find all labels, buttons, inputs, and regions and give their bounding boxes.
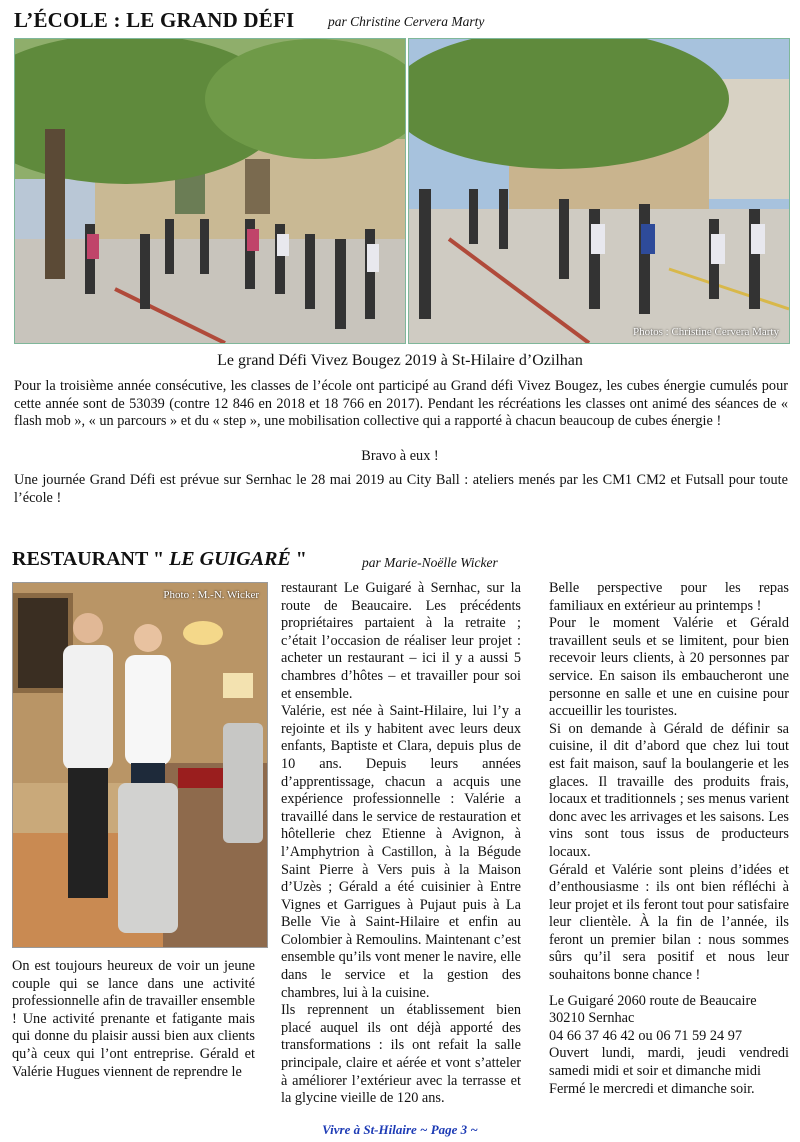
page-footer: Vivre à St-Hilaire ~ Page 3 ~ (322, 1122, 478, 1137)
col1-paragraph: On est toujours heureux de voir un jeune couple qui se lance dans une activité professionnelle afin de travailler ensemble ! Une activité prenante et fatigante mais qui donne du plaisir aussi bien aux clients qu’à ceux qui l’ont entreprise. Gérald et Valérie Hugues viennent de reprendre le (12, 958, 255, 1080)
photo-restaurant-owners (12, 582, 268, 948)
column-2 (281, 580, 521, 1108)
col3-paragraph-4: Gérald et Valérie sont pleins d’idées et d’enthousiasme : ils ont bien réfléchi à leur projet et ils feront tout pour satisfaire leur clientèle. À la fin de l’année, ils feront un premier bilan : nous sommes sûrs qu’il sera positif et nous leur souhaitons bonne chance ! (549, 861, 789, 984)
col2-paragraph-1: restaurant Le Guigaré à Sernhac, sur la route de Beaucaire. Les précédents propriétaires partaient à la retraite ; c’était l’occasion de réaliser leur projet : acheter un restaurant – ici il y a aussi 5 chambres d’hôtes – et travailler pour soi et ensemble. (281, 580, 521, 702)
photo-credit-ecole: Photos : Christine Cervera Marty (632, 326, 779, 338)
photo-playground-left (14, 38, 406, 344)
photo-caption: Le grand Défi Vivez Bougez 2019 à St-Hilaire d’Ozilhan (217, 352, 583, 369)
col3-paragraph-3: Si on demande à Gérald de définir sa cuisine, il dit d’abord que chez lui tout est fait maison, sauf la boulangerie et les glaces. Il travaille des produits frais, locaux et traditionnels ; ses menus varient donc avec les arrivages et les saisons. Les vins sont tous issus de producteurs locaux. (549, 720, 789, 860)
restaurant-address: Le Guigaré 2060 route de Beaucaire (549, 992, 757, 1009)
restaurant-closed: Fermé le mercredi et dimanche soir. (549, 1080, 755, 1097)
col2-paragraph-3: Ils reprennent un établissement bien placé auquel ils ont déjà apporté des transformations : ils ont refait la salle principale, claire et aérée et vont s’atteler à améliorer l’extérieur avec la terrasse et la glycine vieille de 120 ans. (281, 1002, 521, 1107)
bravo-line: Bravo à eux ! (361, 448, 439, 464)
column-3 (549, 580, 789, 1098)
byline-restaurant: par Marie-Noëlle Wicker (362, 555, 498, 570)
paragraph-journee: Une journée Grand Défi est prévue sur Sernhac le 28 mai 2019 au City Ball : ateliers menés par les CM1 CM2 et Futsall pour toute l’école ! (14, 472, 788, 506)
title-suffix: " (290, 548, 307, 570)
photo-credit-restaurant: Photo : M.-N. Wicker (163, 589, 259, 601)
section-title-ecole: L’ÉCOLE : LE GRAND DÉFI (14, 8, 295, 32)
col2-paragraph-2: Valérie, est née à Saint-Hilaire, lui l’y a rejointe et ils y habitent avec leurs deux enfants, Baptiste et Clara, depuis plus de 10 ans. Depuis leurs années d’apprentissage, chacun a acquis une expérience professionnelle : Valérie a travaillé dans le service de restauration et hôtellerie chez Etienne à Avignon, à l’Amphytrion à Castillon, à la Bégude Saint Pierre à Vers puis à la Maison d’Uzès ; Gérald a été cuisinier à Entre Vignes et Garrigues à Pujaut puis à La Belle Vie à Saint-Hilaire et enfin au Colombier à Remoulins. Maintenant c’est ensemble qu’ils vont mener le navire, elle dans le service et la gestion des chambres, lui à la cuisine. (281, 703, 521, 1001)
restaurant-postal: 30210 Sernhac (549, 1010, 635, 1027)
paragraph-defi: Pour la troisième année consécutive, les classes de l’école ont participé au Grand défi Vivez Bougez, les cubes énergie cumulés pour cette année sont de 53039 (contre 12 846 en 2018 et 18 766 en 2017). Pendant les récréations les classes ont animé des séances de « flash mob », « un parcours » et du « step », une mobilisation collective qui a rapporté à chacun beaucoup de cubes énergie ! (14, 378, 788, 429)
section-title-restaurant (12, 548, 307, 571)
restaurant-name: LE GUIGARÉ (169, 548, 291, 570)
column-1 (12, 958, 255, 1081)
col3-paragraph-2: Pour le moment Valérie et Gérald travaillent seuls et se limitent, pour bien recevoir leurs clients, à 20 personnes par service. En saison ils embaucheront une personne en salle et une en cuisine pour accueillir les touristes. (549, 615, 789, 720)
restaurant-hours: Ouvert lundi, mardi, jeudi vendredi samedi midi et soir et dimanche midi (549, 1045, 789, 1080)
title-prefix: RESTAURANT " (12, 548, 170, 570)
restaurant-phone: 04 66 37 46 42 ou 06 71 59 24 97 (549, 1027, 743, 1044)
photo-playground-right (408, 38, 790, 344)
col3-paragraph-1: Belle perspective pour les repas familiaux en extérieur au printemps ! (549, 580, 789, 614)
byline-ecole: par Christine Cervera Marty (328, 14, 485, 29)
